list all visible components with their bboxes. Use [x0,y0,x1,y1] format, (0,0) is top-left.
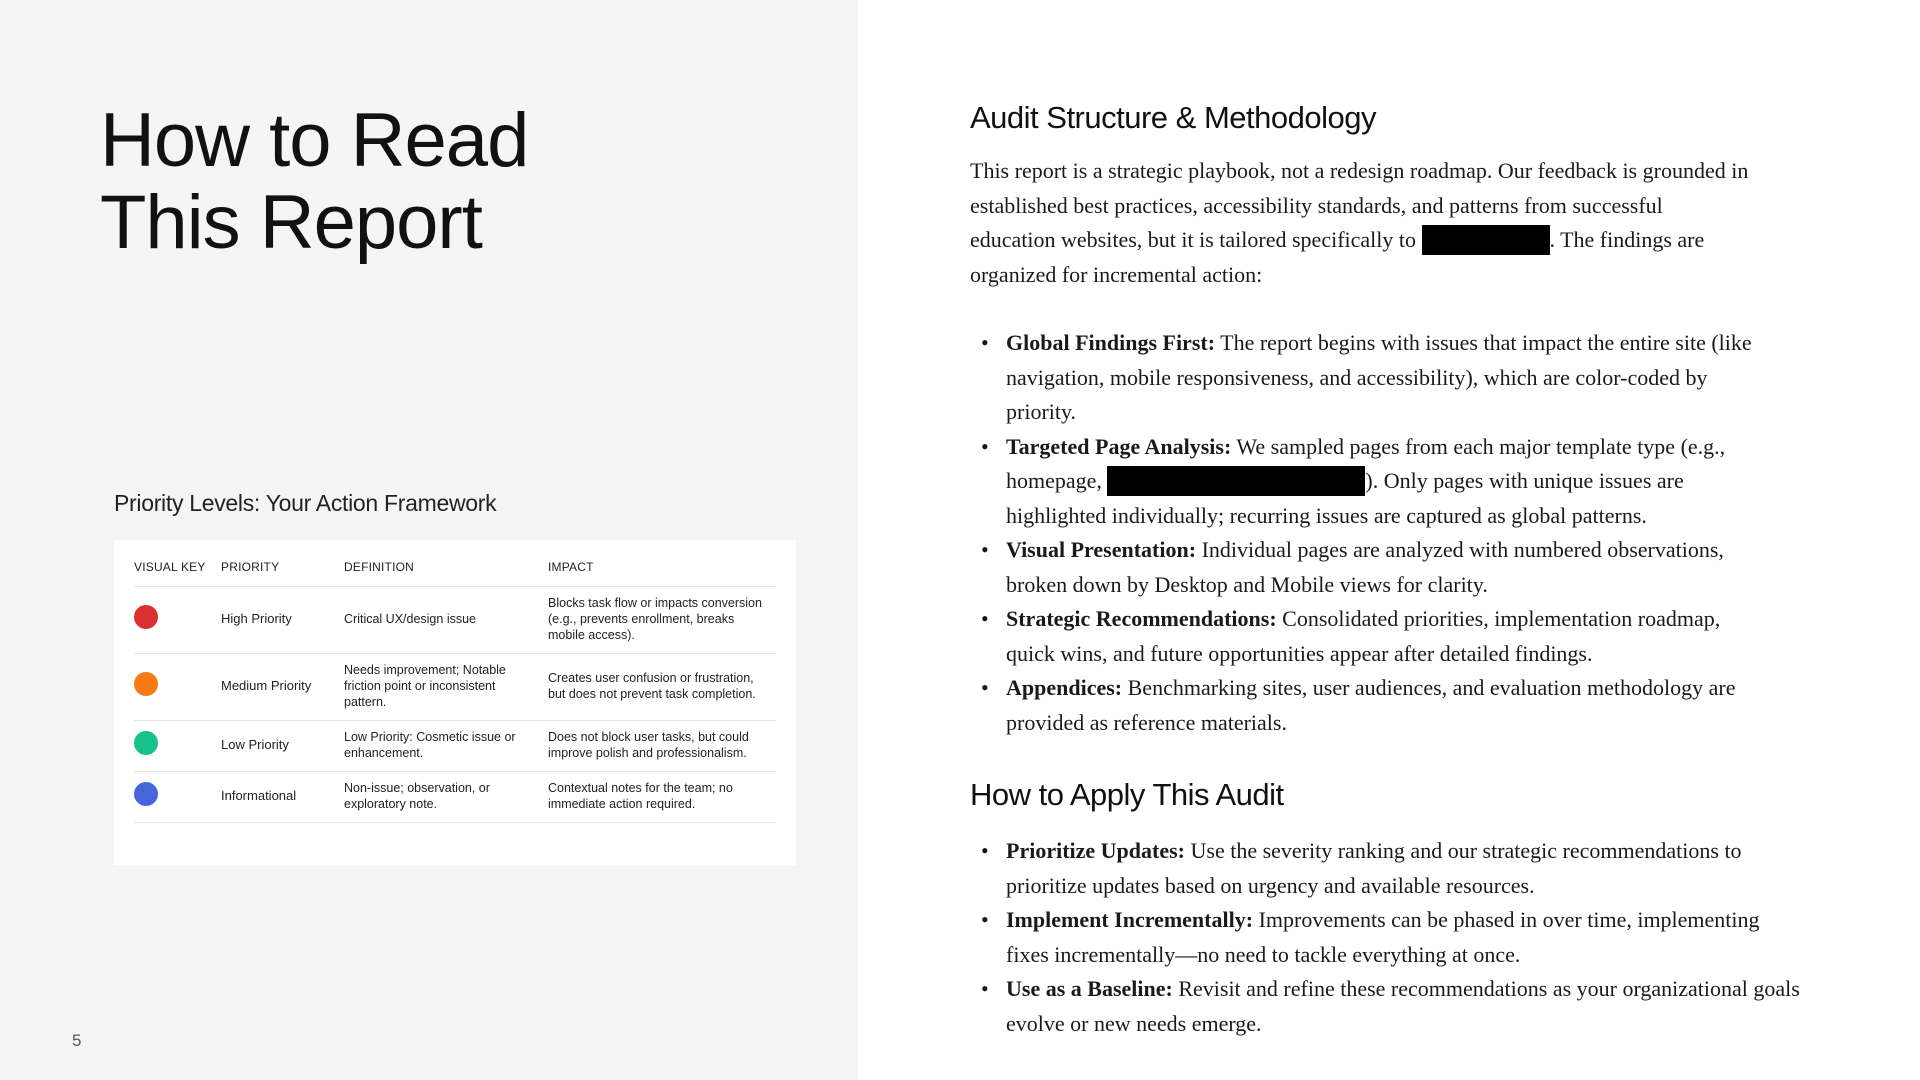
header-definition: DEFINITION [344,560,548,587]
list-item [1006,326,1766,430]
bullet-text: Benchmarking sites, user audiences, and evaluation methodology are provided as reference materials. [1006,675,1736,735]
table-row-informational [134,772,776,823]
priority-label-low: Low Priority [221,721,344,772]
table-row-high [134,587,776,654]
bullet-text: Consolidated priorities, implementation roadmap, quick wins, and future opportunities appear after detailed findings. [1006,606,1721,666]
medium-priority-dot [134,672,158,696]
bullet-text: Revisit and refine these recommendations as your organizational goals evolve or new needs emerge. [1006,976,1800,1036]
table-header-row [134,560,776,587]
bullet-text: Use the severity ranking and our strategic recommendations to prioritize updates based on urgency and available resources. [1006,838,1742,898]
impact-high: Blocks task flow or impacts conversion (e.g., prevents enrollment, breaks mobile access). [548,587,776,654]
bullet-label: Global Findings First: [1006,330,1216,355]
bullet-label: Use as a Baseline: [1006,976,1173,1001]
intro-text-b: . The findings are organized for incremental action: [970,227,1705,287]
redaction-block [1107,466,1365,496]
impact-informational: Contextual notes for the team; no immediate action required. [548,772,776,823]
section-title-methodology: Audit Structure & Methodology [970,100,1376,135]
bullet-text: We sampled pages from each major template type (e.g., homepage, [1006,433,1726,493]
list-item [1006,834,1806,903]
bullet-label: Implement Incrementally: [1006,907,1254,932]
intro-text-a: This report is a strategic playbook, not a redesign roadmap. Our feedback is grounded in established best practices, accessibility standards, and patterns from successful education websites, but it is tailored specifically to [970,158,1749,252]
bullet-text: Individual pages are analyzed with numbered observations, broken down by Desktop and Mobile views for clarity. [1006,537,1724,597]
bullet-text: ). Only pages with unique issues are highlighted individually; recurring issues are captured as global patterns. [1006,468,1684,528]
header-visual-key: VISUAL KEY [134,560,221,587]
list-item [1006,671,1766,740]
bullet-label: Appendices: [1006,675,1123,700]
methodology-list [970,326,1766,740]
bullet-label: Strategic Recommendations: [1006,606,1277,631]
definition-medium: Needs improvement; Notable friction point or inconsistent pattern. [344,654,548,721]
impact-medium: Creates user confusion or frustration, but does not prevent task completion. [548,654,776,721]
list-item [1006,903,1806,972]
bullet-label: Visual Presentation: [1006,537,1197,562]
priority-label-medium: Medium Priority [221,654,344,721]
page-title [100,100,528,264]
page-title-line-1: How to Read [100,98,529,183]
low-priority-dot [134,731,158,755]
high-priority-dot [134,605,158,629]
table-row-low [134,721,776,772]
definition-informational: Non-issue; observation, or exploratory note. [344,772,548,823]
list-item [1006,972,1806,1041]
impact-low: Does not block user tasks, but could improve polish and professionalism. [548,721,776,772]
apply-list [970,834,1806,1041]
section-title-apply: How to Apply This Audit [970,777,1284,812]
list-item [1006,430,1766,534]
bullet-text: The report begins with issues that impact the entire site (like navigation, mobile responsiveness, and accessibility), which are color-coded by priority. [1006,330,1752,424]
informational-dot [134,782,158,806]
left-panel [0,0,858,1080]
list-item [1006,533,1766,602]
definition-low: Low Priority: Cosmetic issue or enhancement. [344,721,548,772]
redaction-block [1422,225,1550,255]
bullet-label: Targeted Page Analysis: [1006,433,1232,459]
priority-label-informational: Informational [221,772,344,823]
list-item [1006,602,1766,671]
priority-table-heading: Priority Levels: Your Action Framework [114,490,497,516]
priority-table [134,560,776,823]
table-row-medium [134,654,776,721]
bullet-text: Improvements can be phased in over time, implementing fixes incrementally—no need to tackle everything at once. [1006,907,1760,967]
header-impact: IMPACT [548,560,776,587]
priority-label-high: High Priority [221,587,344,654]
definition-high: Critical UX/design issue [344,587,548,654]
methodology-intro [970,154,1750,292]
priority-table-card [114,540,796,865]
page-title-line-2: This Report [100,180,482,265]
header-priority: PRIORITY [221,560,344,587]
bullet-label: Prioritize Updates: [1006,838,1185,863]
page-number: 5 [72,1031,82,1050]
